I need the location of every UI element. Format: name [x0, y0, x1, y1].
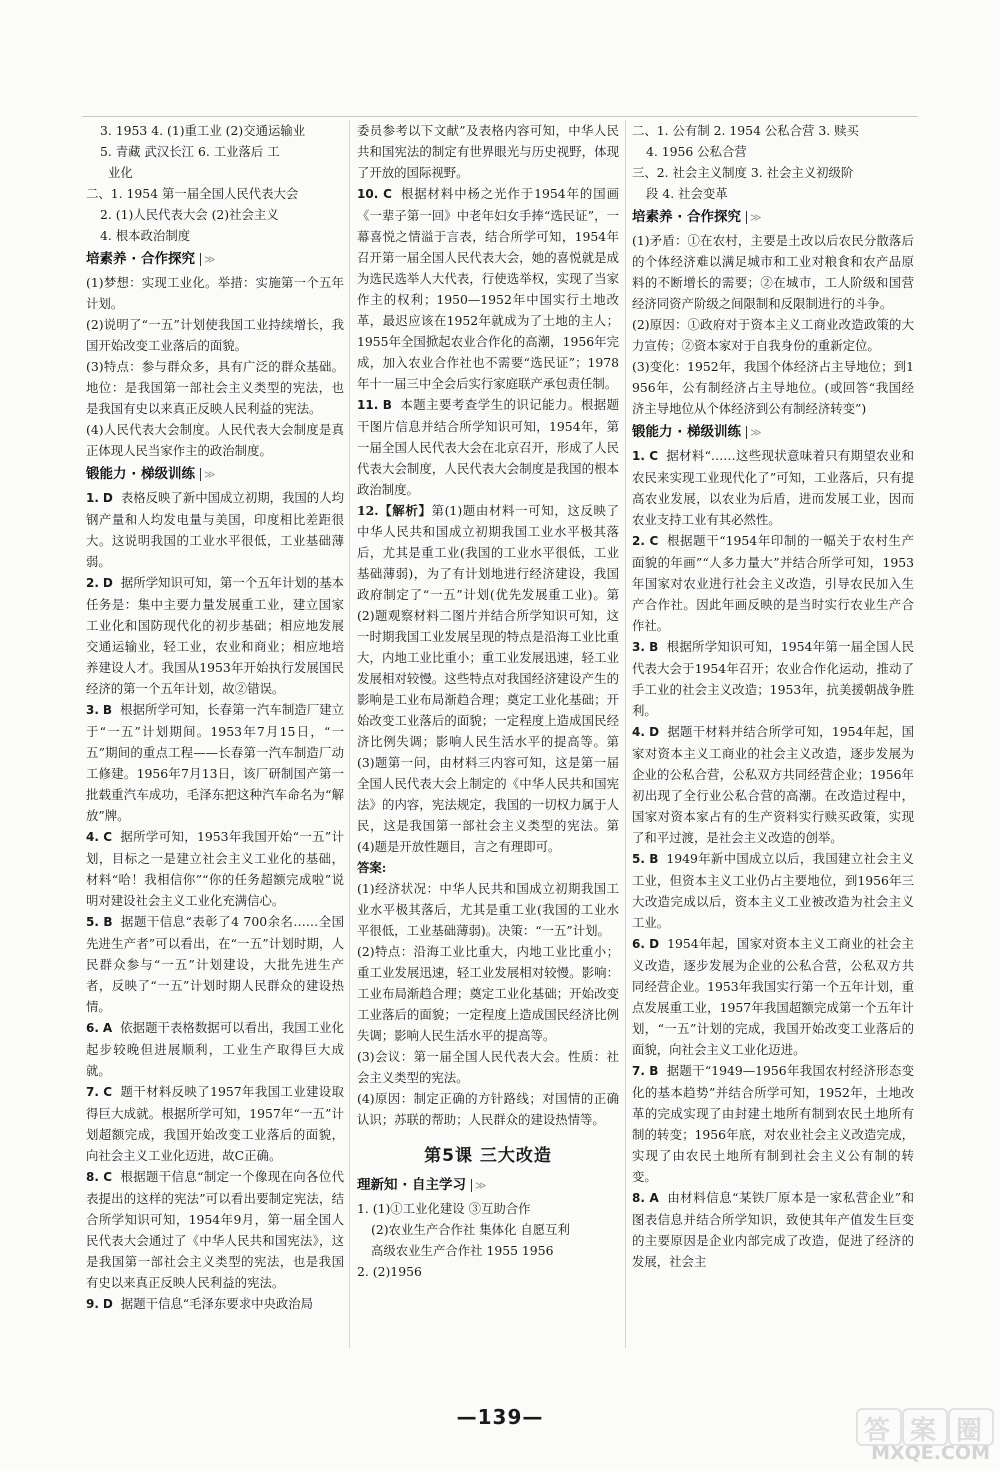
answer-line: 1. (1)①工业化建设 ③互助合作 — [357, 1201, 531, 1216]
answer-line: 3. 1953 4. (1)重工业 (2)交通运输业 — [100, 123, 306, 138]
item-explanation: 由材料信息“某铁厂原本是一家私营企业”和图表信息并结合所学知识，致使其年产值发生巨变的主要原因是企业内部完成了改造，促进了经济的发展，社会主 — [632, 1190, 914, 1269]
item-explanation: 据题干“1949—1956年我国农村经济形态变化的基本趋势”并结合所学可知，1952年，土地改革的完成实现了由封建土地所有制到农民土地所有制的转变；1956年底，对农业社会主义改造完成，实现了由农民土地所有制到社会主义公有制的转变。 — [632, 1063, 914, 1184]
item-number: 2. — [86, 576, 99, 590]
item-choice: C — [103, 830, 113, 844]
answer-line: 5. 青藏 武汉长江 6. 工业落后 工 — [100, 144, 280, 159]
watermark-char: 圈 — [956, 1416, 983, 1446]
answer-item — [86, 1017, 344, 1081]
item-number: 5. — [632, 852, 645, 866]
answer-item — [86, 911, 344, 1017]
item-number: 8. — [632, 1191, 645, 1205]
item-number: 6. — [632, 937, 645, 951]
item-explanation: 据所学可知，1953年我国开始“一五”计划，目标之一是建立社会主义工业化的基础，材料“哈！我相信你”“你的任务超额完成啦”说明对建设社会主义工业化充满信心。 — [86, 829, 344, 908]
section-heading-practice — [86, 464, 344, 485]
answer-line: 三、2. 社会主义制度 3. 社会主义初级阶 — [632, 165, 854, 180]
answer-line: (2)农业生产合作社 集体化 自愿互利 — [371, 1222, 570, 1237]
arrow-icon: ≫ — [475, 1179, 487, 1192]
answer-item — [632, 721, 914, 848]
item-explanation: 根据题干信息“制定一个像现在向各位代表提出的这样的宪法”可以看出要制定宪法，结合所学知识可知，1954年9月，第一届全国人民代表大会通过了《中华人民共和国宪法》，这是我国第一部社会主义类型的宪法，也是我国有史以来真正反映人民利益的宪法。 — [86, 1169, 344, 1290]
item-explanation: 表格反映了新中国成立初期，我国的人均钢产量和人均发电量与美国，印度相比差距很大。这说明我国的工业水平很低，工业基础薄弱。 — [86, 490, 344, 569]
item-choice: D — [102, 491, 113, 505]
answer-item — [86, 1166, 344, 1293]
watermark-char: 答 — [864, 1416, 891, 1446]
item-number: 2. — [632, 534, 645, 548]
item-explanation: 据题干信息“表彰了4 700余名……全国先进生产者”可以看出，在“一五”计划时期，人民群众参与“一五”计划建设，大批先进生产者，反映了“一五”计划时期人民群众的建设热情。 — [86, 914, 344, 1014]
answer-line: 高级农业生产合作社 1955 1956 — [371, 1243, 554, 1258]
col3-top-lines — [632, 120, 914, 204]
site-watermark — [840, 1408, 990, 1464]
answer-item — [86, 1293, 344, 1315]
top-rule — [82, 116, 918, 117]
col3-answer-items — [632, 445, 914, 1272]
divider-bar — [746, 426, 747, 439]
item-number: 5. — [86, 915, 99, 929]
watermark-char: 案 — [910, 1416, 937, 1446]
divider-bar — [200, 468, 201, 481]
answer-item — [86, 487, 344, 572]
watermark-site: MXQE.COM — [871, 1442, 990, 1464]
item-choice: B — [102, 703, 113, 717]
answer-paragraph: (2)说明了“一五”计划使我国工业持续增长，我国开始改变工业落后的面貌。 — [86, 317, 344, 353]
answer-paragraph: (1)梦想：实现工业化。举措：实施第一个五年计划。 — [86, 275, 344, 311]
answer-paragraph: (4)人民代表大会制度。人民代表大会制度是真正体现人民当家作主的政治制度。 — [86, 422, 344, 458]
item-number: 4. — [632, 725, 645, 739]
item-explanation: 根据题干“1954年印制的一幅关于农村生产面貌的年画”“人多力量大”并结合所学可知，1953年国家对农业进行社会主义改造，引导农民加入生产合作社。因此年画反映的是当时实行农业生产合作社。 — [632, 533, 914, 633]
continued-text: 委员参考以下文献”及表格内容可知，中华人民共和国宪法的制定有世界眼光与历史视野，体现了开放的国际视野。 — [357, 123, 619, 180]
column-3 — [632, 120, 914, 1350]
col1-answer-items — [86, 487, 344, 1315]
item-explanation: 1949年新中国成立以后，我国建立社会主义工业，但资本主义工业仍占主要地位，到1956年三大改造完成以后，资本主义工业被改造为社会主义工业。 — [632, 851, 914, 930]
col1-top-lines — [86, 120, 344, 246]
item-choice: C — [649, 449, 659, 463]
answer-line: 4. 1956 公私合营 — [646, 144, 747, 159]
section-title: 锻能力 · 梯级训练 — [86, 466, 196, 482]
item-number: 1. — [86, 491, 99, 505]
answer-item — [86, 572, 344, 699]
section-heading-cultivate — [632, 207, 914, 228]
answer-line: 2. (2)1956 — [357, 1264, 422, 1279]
item-explanation: 据材料“……这些现状意味着只有期望农业和农民来实现工业现代化了”可知，工业落后，只有提高农业发展，以农业为后盾，进而发展工业，因而农业支持工业有其必然性。 — [632, 448, 914, 527]
answer-paragraph: (4)原因：制定正确的方针路线；对国情的正确认识；苏联的帮助；人民群众的建设热情等。 — [357, 1091, 619, 1127]
item-number: 3. — [86, 703, 99, 717]
item-choice: A — [102, 1021, 113, 1035]
item-number: 8. — [86, 1170, 99, 1184]
item-choice: B — [382, 398, 392, 412]
item-explanation: 据题干材料并结合所学可知，1954年起，国家对资本主义工商业的社会主义改造，逐步发展为企业的公私合营，公私双方共同经营企业；1956年初出现了全行业公私合营的高潮。在改造过程中，国家对资本家占有的生产资料实行赎买政策，实现了和平过渡，是社会主义改造的创举。 — [632, 724, 914, 845]
answer-item — [632, 530, 914, 636]
section-heading-practice — [632, 422, 914, 443]
item-choice: D — [102, 1297, 113, 1311]
divider-bar — [200, 253, 201, 266]
col2-answer-body — [357, 878, 619, 1130]
item-choice: A — [649, 1191, 659, 1205]
answer-line: 4. 根本政治制度 — [100, 228, 191, 243]
column-divider — [625, 120, 626, 1348]
question-12-analysis — [357, 500, 619, 857]
item-explanation: 本题主要考查学生的识记能力。根据题干图片信息并结合所学知识可知，1954年，第一届全国人民代表大会在北京召开，形成了人民代表大会制度，人民代表大会制度是我国的根本政治制度。 — [357, 397, 619, 497]
answer-paragraph: (3)变化：1952年，我国个体经济占主导地位；到1956年，公有制经济占主导地位。(或回答“我国经济主导地位从个体经济到公有制经济转变”) — [632, 359, 914, 416]
item-explanation: 1954年起，国家对资本主义工商业的社会主义改造，逐步发展为企业的公私合营，公私双方共同经营企业。1953年我国实行第一个五年计划，重点发展重工业，1957年我国超额完成第一个五年计划，“一五”计划的完成，我国开始改变工业落后的面貌，向社会主义工业化迈进。 — [632, 936, 914, 1057]
item-choice: B — [103, 915, 113, 929]
answer-item — [86, 1081, 344, 1166]
item-explanation: 根据材料中杨之光作于1954年的国画《一辈子第一回》中老年妇女手捧“选民证”，一幕喜悦之情溢于言表，结合所学可知，1954年召开第一届全国人民代表大会，她的喜悦就是成为选民选举人大代表，行使选举权，实现了当家作主的权利；1950—1952年中国实行土地改革，最迟应该在1952年就成为了土地的主人；1955年全国掀起农业合作化的高潮，1956年完成，加入农业合作社也不需要“选民证”；1978年十一届三中全会后实行家庭联产承包责任制。 — [357, 186, 619, 391]
answer-item — [632, 445, 914, 530]
section-heading-new-knowledge — [357, 1175, 619, 1196]
answer-item — [632, 1060, 914, 1187]
section-heading-cultivate — [86, 249, 344, 270]
item-explanation: 根据所学知识可知，1954年第一届全国人民代表大会于1954年召开；农业合作化运动，推动了手工业的社会主义改造；1953年，抗美援朝战争胜利。 — [632, 639, 914, 718]
section-title: 锻能力 · 梯级训练 — [632, 424, 742, 440]
item-explanation: 依据题干表格数据可以看出，我国工业化起步较晚但进展顺利，工业生产取得巨大成就。 — [86, 1020, 344, 1078]
item-number: 10. — [357, 187, 379, 201]
answer-line: 段 4. 社会变革 — [646, 186, 728, 201]
answer-line: 二、1. 1954 第一届全国人民代表大会 — [86, 186, 299, 201]
divider-bar — [746, 211, 747, 224]
analysis-text: 第(1)题由材料一可知，这反映了中华人民共和国成立初期我国工业水平极其落后，尤其是重工业(我国的工业水平很低，工业基础薄弱)，为了有计划地进行经济建设，我国政府制定了“一五”计划(优先发展重工业)。第(2)题观察材料二图片并结合所学知识可知，这一时期我国工业发展呈现的特点是沿海工业比重大，内地工业比重小；重工业发展迅速，轻工业发展相对较慢。这些特点对我国经济建设产生的影响是工业布局渐趋合理；奠定工业化基础；开始改变工业落后的面貌；一定程度上造成国民经济比例失调；影响人民生活水平的提高等。第(3)题第一问，由材料三内容可知，这是第一届全国人民代表大会上制定的《中华人民共和国宪法》的内容，宪法规定，我国的一切权力属于人民，这是我国第一部社会主义类型的宪法。第(4)题是开放性题目，言之有理即可。 — [357, 503, 619, 854]
section-title: 培素养 · 合作探究 — [86, 251, 196, 267]
item-number: 3. — [632, 640, 645, 654]
item-number: 9. — [86, 1297, 99, 1311]
item-choice: C — [103, 1170, 113, 1184]
item-number: 11. — [357, 398, 379, 412]
item-choice: B — [649, 1064, 659, 1078]
item-number: 1. — [632, 449, 645, 463]
arrow-icon: ≫ — [204, 468, 216, 481]
answer-label: 答案: — [357, 860, 387, 875]
arrow-icon: ≫ — [750, 426, 762, 439]
column-2 — [357, 120, 619, 1350]
item-number: 7. — [632, 1064, 645, 1078]
answer-paragraph: (2)特点：沿海工业比重大，内地工业比重小；重工业发展迅速，轻工业发展相对较慢。影响：工业布局渐趋合理；奠定工业化基础；开始改变工业落后的面貌；一定程度上造成国民经济比例失调；影响人民生活水平的提高等。 — [357, 944, 619, 1043]
item-explanation: 据所学知识可知，第一个五年计划的基本任务是：集中主要力量发展重工业，建立国家工业化和国防现代化的初步基础；相应地发展交通运输业，轻工业，农业和商业；相应地培养建设人才。我国从1953年开始执行发展国民经济的第一个五年计划，故②错误。 — [86, 575, 344, 696]
page-number: —139— — [456, 1405, 544, 1429]
col2-new-knowledge — [357, 1198, 619, 1282]
answer-label-line — [357, 857, 619, 878]
col3-section1-body — [632, 230, 914, 419]
col2-answer-items — [357, 183, 619, 500]
col1-section1-body — [86, 272, 344, 461]
answer-item — [357, 394, 619, 500]
item-choice: C — [103, 1085, 113, 1099]
answer-paragraph: (3)特点：参与群众多，具有广泛的群众基础。地位：是我国第一部社会主义类型的宪法，也是我国有史以来真正反映人民利益的宪法。 — [86, 359, 344, 416]
answer-paragraph: (2)原因：①政府对于资本主义工商业改造政策的大力宣传；②资本家对于自我身份的重新定位。 — [632, 317, 914, 353]
answer-line: 2. (1)人民代表大会 (2)社会主义 — [100, 207, 279, 222]
section-title: 培素养 · 合作探究 — [632, 209, 742, 225]
answer-item — [632, 1187, 914, 1272]
column-divider — [349, 120, 350, 1348]
arrow-icon: ≫ — [750, 211, 762, 224]
answer-item — [632, 848, 914, 933]
answer-item — [632, 933, 914, 1060]
section-title: 理新知 · 自主学习 — [357, 1177, 467, 1193]
item-choice: B — [649, 852, 659, 866]
item-choice: D — [649, 937, 660, 951]
answer-item — [357, 183, 619, 394]
answer-line: 业化 — [108, 165, 133, 180]
item-explanation: 根据所学可知，长春第一汽车制造厂建立于“一五”计划期间。1953年7月15日，“一五”期间的重点工程——长春第一汽车制造厂动工修建。1956年7月13日，该厂研制国产第一批载重汽车成功，毛泽东把这种汽车命名为“解放”牌。 — [86, 702, 344, 823]
item-number: 4. — [86, 830, 99, 844]
item-number: 6. — [86, 1021, 99, 1035]
item-choice: D — [102, 576, 113, 590]
answer-item — [86, 826, 344, 911]
item-choice: B — [649, 640, 659, 654]
item-explanation: 题干材料反映了1957年我国工业建设取得巨大成就。根据所学可知，1957年“一五”计划超额完成，我国开始改变工业落后的面貌，向社会主义工业化迈进，故C正确。 — [86, 1084, 344, 1163]
answer-line: 二、1. 公有制 2. 1954 公私合营 3. 赎买 — [632, 123, 859, 138]
answer-item — [86, 699, 344, 826]
item-number: 7. — [86, 1085, 99, 1099]
analysis-label: 12.【解析】 — [357, 503, 432, 518]
item-choice: D — [649, 725, 660, 739]
column-1 — [86, 120, 344, 1350]
item-choice: C — [649, 534, 659, 548]
answer-paragraph: (1)矛盾：①在农村，主要是土改以后农民分散落后的个体经济难以满足城市和工业对粮食和农产品原料的不断增长的需要；②在城市，工人阶级和国营经济同资产阶级之间限制和反限制进行的斗争。 — [632, 233, 914, 311]
answer-paragraph: (1)经济状况：中华人民共和国成立初期我国工业水平极其落后，尤其是重工业(我国的工业水平很低，工业基础薄弱)。决策：“一五”计划。 — [357, 881, 619, 938]
answer-paragraph: (3)会议：第一届全国人民代表大会。性质：社会主义类型的宪法。 — [357, 1049, 619, 1085]
answer-item — [632, 636, 914, 721]
item-explanation: 据题干信息“毛泽东要求中央政治局 — [120, 1296, 314, 1311]
lesson-title: 第5课 三大改造 — [424, 1146, 552, 1166]
arrow-icon: ≫ — [204, 253, 216, 266]
divider-bar — [471, 1179, 472, 1192]
item-choice: C — [383, 187, 392, 201]
